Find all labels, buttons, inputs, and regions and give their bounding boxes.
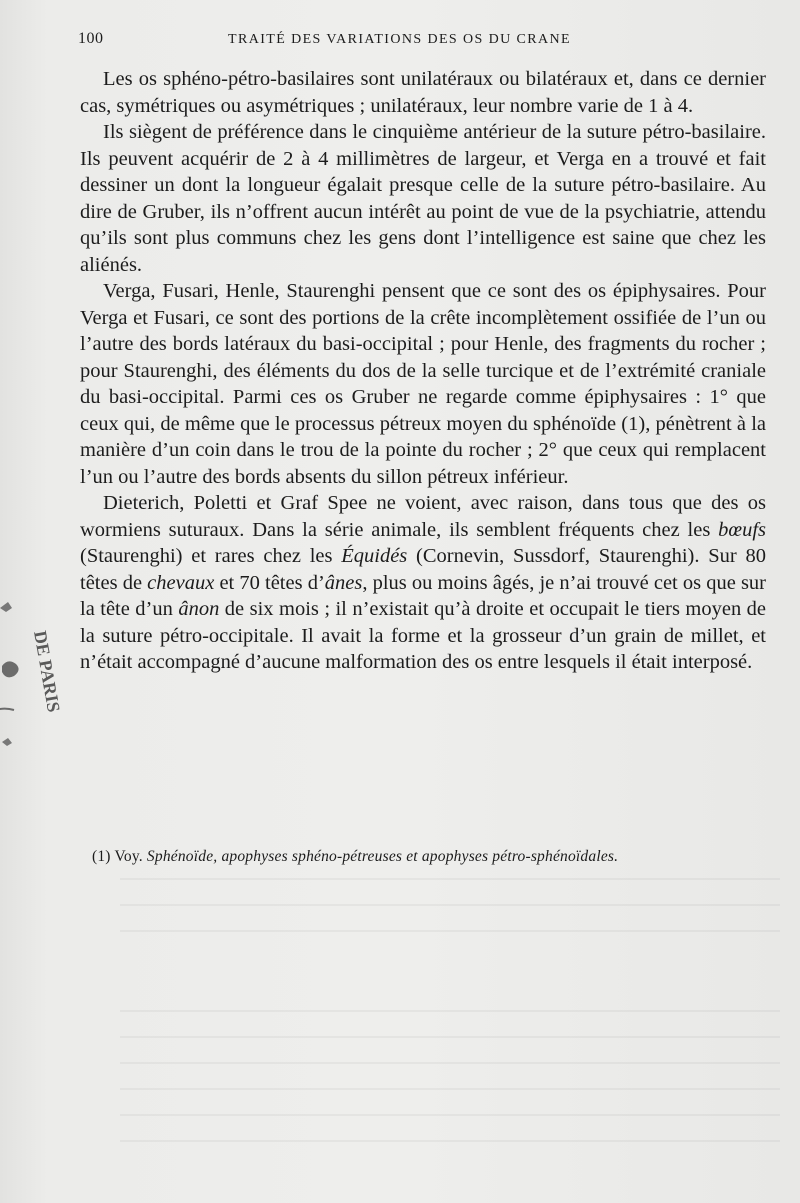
italic-boeufs: bœufs: [718, 518, 766, 541]
page-number: 100: [78, 30, 104, 47]
body-text: [80, 66, 766, 676]
paragraph-2: Ils siègent de préférence dans le cinquième antérieur de la suture pétro-basilaire. Ils peuvent acquérir de 2 à 4 millimètres de largeur, et Verga en a trouvé et fait dessiner un dont la longueur égalait presque celle de la suture pétro-basilaire. Au dire de Gruber, ils n’offrent aucun intérêt au point de vue de la psychiatrie, attendu qu’ils sont plus communs chez les gens dont l’intelligence est saine que chez les aliénés.: [80, 121, 766, 276]
paragraph-4-text-6: de six mois ; il n’existait qu’à droite et occupait le tiers moyen de la suture pétro-occipitale. Il avait la forme et la grosseur d’un grain de millet, et n’était accompagné d’aucune malformation des os entre lesquels il était interposé.: [80, 598, 766, 673]
running-head: TRAITÉ DES VARIATIONS DES OS DU CRANE: [228, 32, 571, 47]
paragraph-4-text-3: (Cornevin, Sussdorf, Staurenghi). Sur 80 têtes de: [80, 545, 766, 594]
italic-equides: Équidés: [341, 545, 408, 567]
bleed-through-line: [120, 930, 780, 932]
paragraph-3: Verga, Fusari, Henle, Staurenghi pensent que ce sont des os épiphysaires. Pour Verga et Fusari, ce sont des portions de la crête incomplètement ossifiée de l’un ou l’autre des bords latéraux du basi-occipital ; pour Henle, des fragments du rocher ; pour Staurenghi, des éléments du dos de la selle turcique et de l’extrémité craniale du basi-occipital. Parmi ces os Gruber ne regarde comme épiphysaires : 1° que ceux qui, de même que le processus pétreux moyen du sphénoïde (1), pénètrent à la manière d’un coin dans le trou de la pointe du rocher ; 2° que ceux qui remplacent l’un ou l’autre des bords absents du sillon pétreux inférieur.: [80, 280, 766, 488]
bleed-through-line: [120, 1036, 780, 1038]
page-header: [78, 30, 752, 54]
bleed-through-line: [120, 1114, 780, 1116]
bleed-through-line: [120, 904, 780, 906]
stamp-text: DE PARIS: [30, 629, 65, 714]
footnote-marker: (1) Voy.: [92, 848, 143, 865]
paragraph-1: Les os sphéno-pétro-basilaires sont unilatéraux ou bilatéraux et, dans ce dernier cas, symétriques ou asymétriques ; unilatéraux, leur nombre varie de 1 à 4.: [80, 68, 766, 117]
paragraph-4: [80, 490, 766, 676]
paragraph-4-text-2: (Staurenghi) et rares chez les: [80, 545, 342, 567]
library-stamp-icon: [0, 574, 82, 764]
italic-chevaux: chevaux: [147, 571, 215, 594]
italic-anes: ânes: [324, 571, 363, 594]
bleed-through-line: [120, 878, 780, 880]
footnote: [92, 846, 782, 868]
paragraph-4-text-5: , plus ou moins âgés, je n’ai trouvé cet os que sur la tête d’un: [80, 571, 767, 620]
bleed-through-line: [120, 1062, 780, 1064]
bleed-through-line: [120, 1088, 780, 1090]
bleed-through-line: [120, 1010, 780, 1012]
italic-anon: ânon: [178, 598, 220, 620]
footnote-text: Sphénoïde, apophyses sphéno-pétreuses et apophyses pétro-sphénoïdales.: [146, 848, 619, 865]
paragraph-4-text-1: Dieterich, Poletti et Graf Spee ne voient, avec raison, dans tous que des os wormiens suturaux. Dans la série animale, ils semblent fréquents chez les: [80, 492, 766, 541]
paragraph-4-text-4: et 70 têtes d’: [214, 571, 325, 594]
bleed-through-line: [120, 1140, 780, 1142]
